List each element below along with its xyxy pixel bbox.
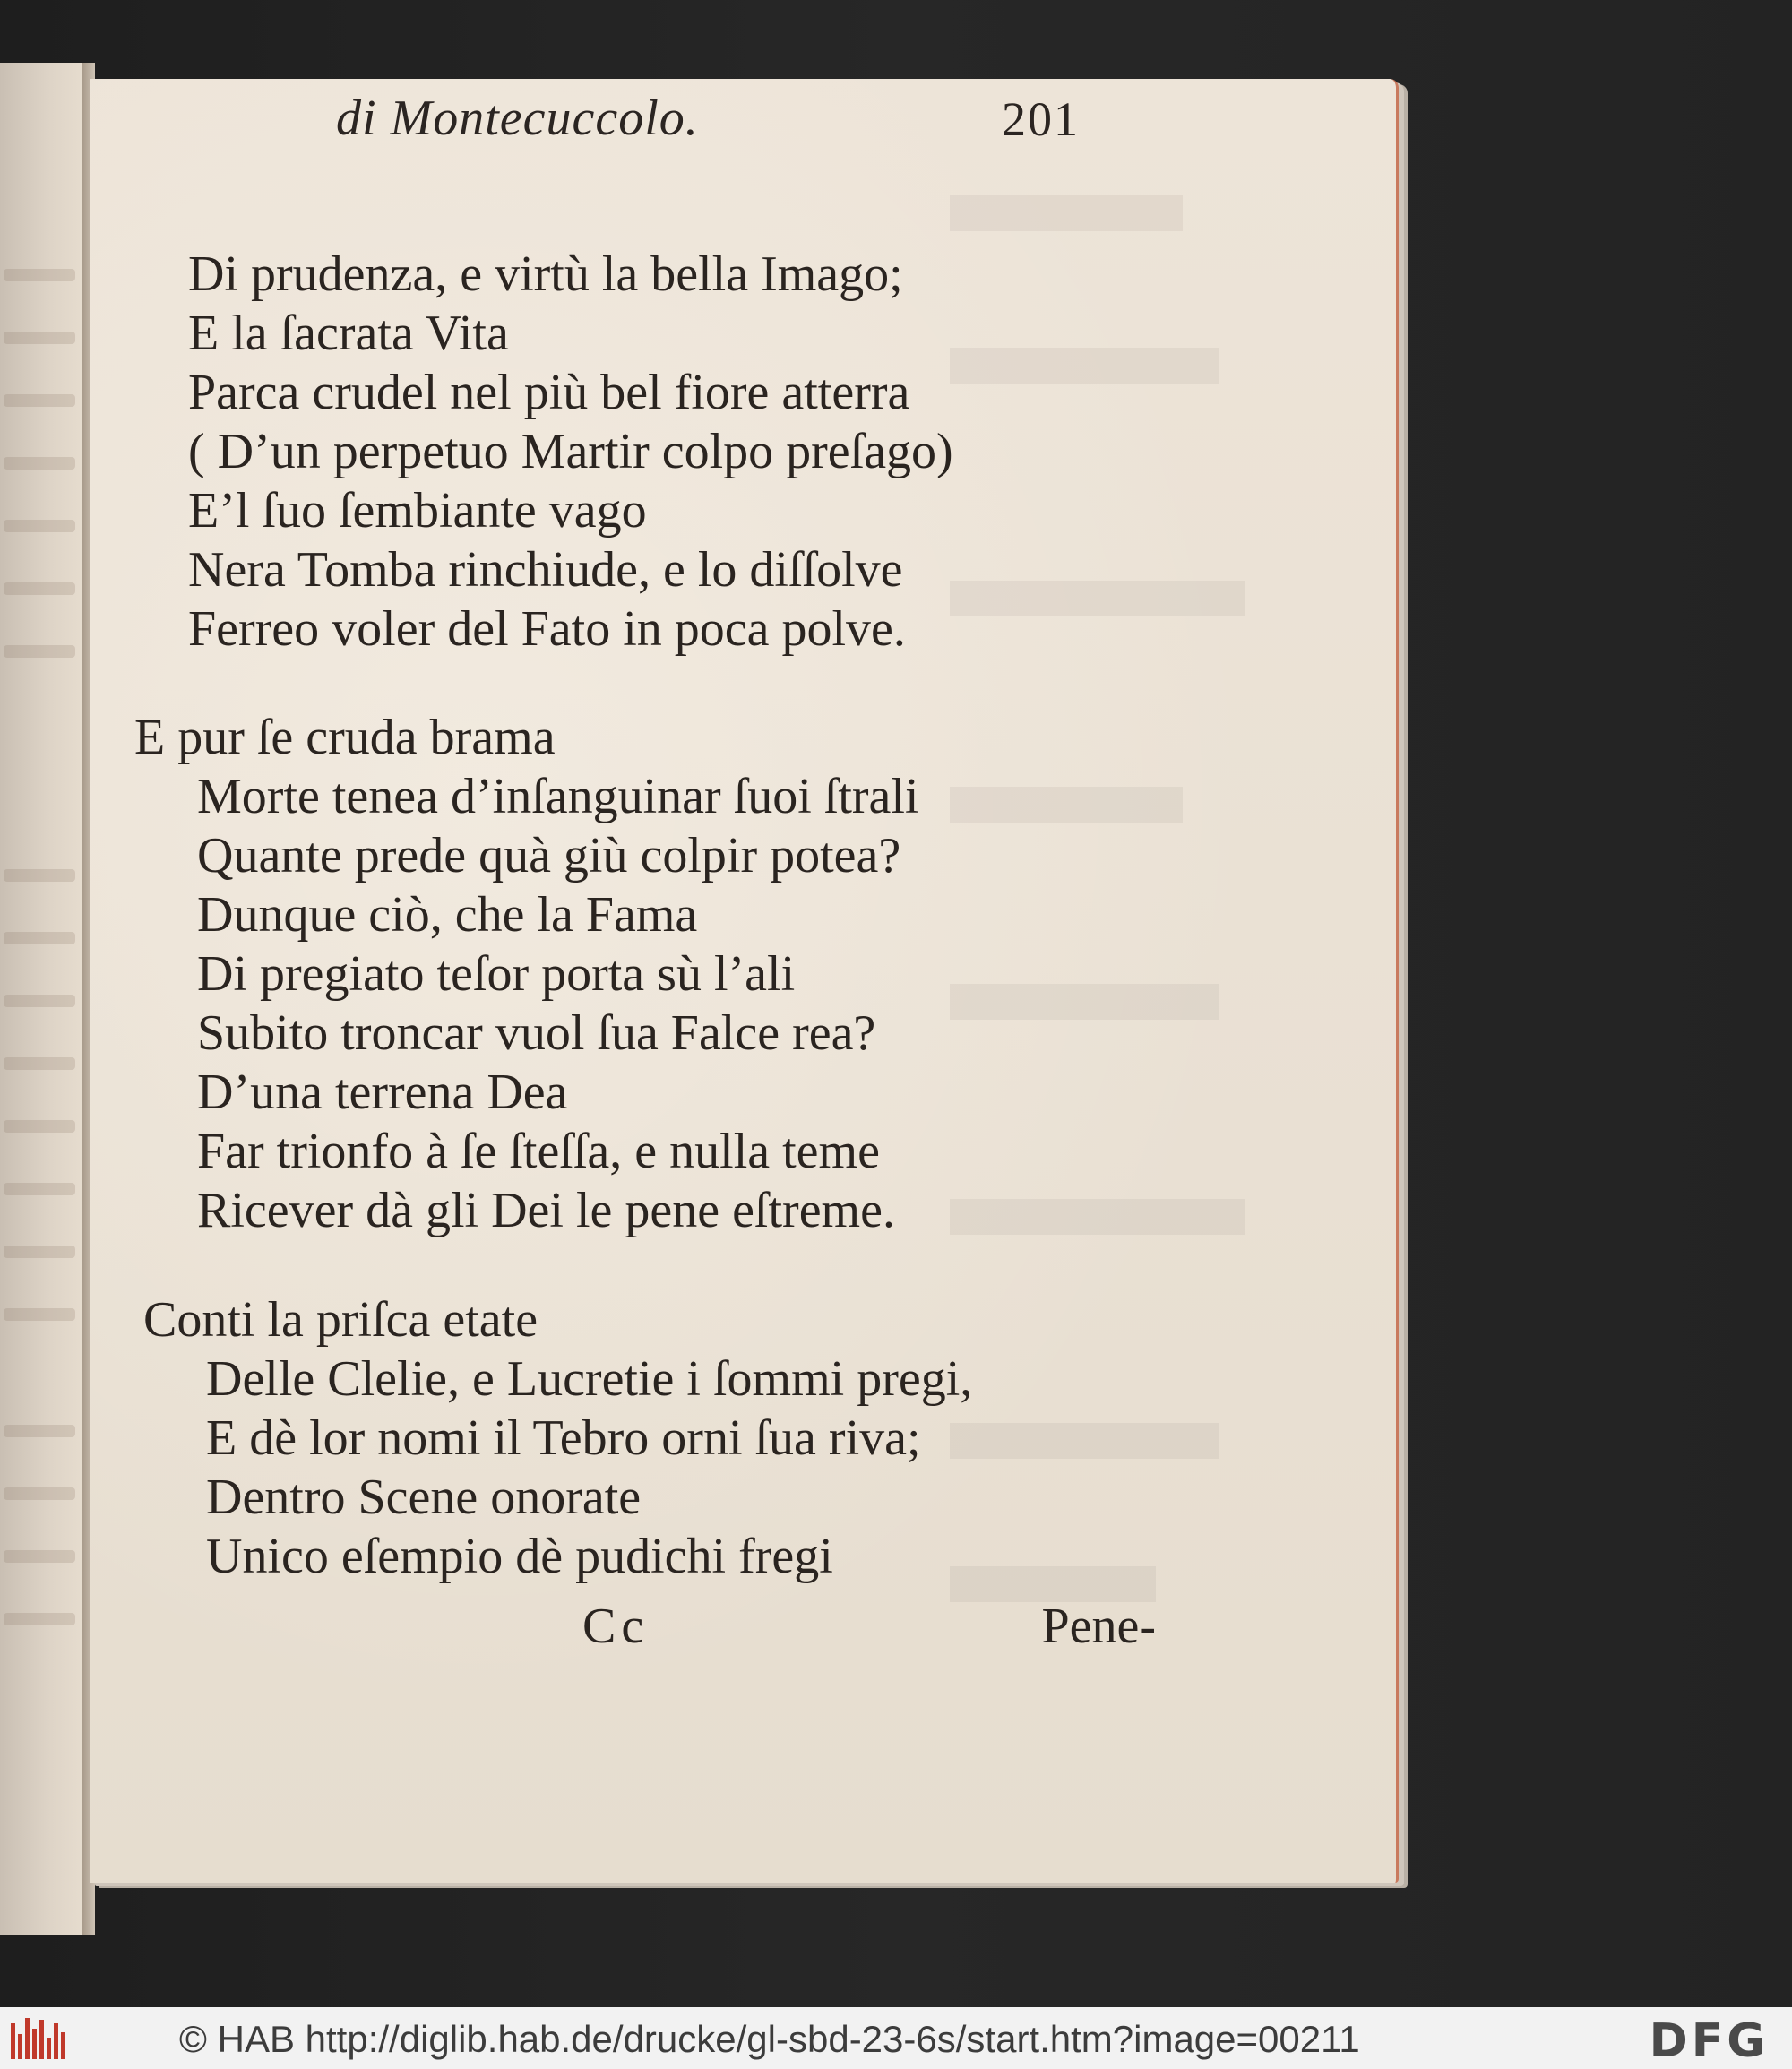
bleed-through	[950, 581, 1245, 616]
ghost-text	[4, 269, 75, 281]
verse-line: Ferreo voler del Fato in poca polve.	[188, 601, 906, 657]
bleed-through	[950, 348, 1219, 384]
ghost-text	[4, 1120, 75, 1133]
ghost-text	[4, 582, 75, 595]
bleed-through	[950, 1423, 1219, 1459]
verse-line: Parca crudel nel più bel fiore atterra	[188, 365, 910, 420]
verse-line: E’l ſuo ſembiante vago	[188, 483, 647, 539]
ghost-text	[4, 1487, 75, 1500]
ghost-text	[4, 869, 75, 882]
page-header	[336, 90, 1107, 161]
verse-line: E la ſacrata Vita	[188, 306, 509, 361]
ghost-text	[4, 1308, 75, 1321]
verse-line: Delle Clelie, e Lucretie i ſommi pregi,	[206, 1351, 973, 1407]
verse-line: E pur ſe cruda brama	[134, 710, 556, 765]
bleed-through	[950, 1199, 1245, 1235]
ghost-text	[4, 332, 75, 344]
verse-line: Far trionfo à ſe ſteſſa, e nulla teme	[197, 1124, 880, 1179]
verse-line: D’una terrena Dea	[197, 1065, 568, 1120]
verse-line: Conti la priſca etate	[143, 1292, 538, 1348]
copyright-bar	[0, 2007, 1792, 2069]
verse-line: E dè lor nomi il Tebro orni ſua riva;	[206, 1410, 921, 1466]
ghost-text	[4, 1425, 75, 1437]
ghost-text	[4, 645, 75, 658]
copyright-link[interactable]: © HAB http://diglib.hab.de/drucke/gl-sbd-23-6s/start.htm?image=00211	[179, 2018, 1360, 2060]
stanza-3	[143, 1290, 972, 1586]
signature-mark: Cc	[582, 1599, 650, 1654]
verse-line: Nera Tomba rinchiude, e lo diſſolve	[188, 542, 903, 598]
ghost-text	[4, 1550, 75, 1563]
bleed-through	[950, 984, 1219, 1020]
stanza-2	[134, 708, 919, 1240]
ghost-text	[4, 394, 75, 407]
dfg-logo: DFG	[1649, 2014, 1769, 2068]
verse-line: Ricever dà gli Dei le pene eſtreme.	[197, 1183, 895, 1238]
ghost-text	[4, 1613, 75, 1625]
ghost-text	[4, 995, 75, 1007]
verse-line: Morte tenea d’inſanguinar ſuoi ſtrali	[197, 769, 919, 824]
running-title: di Montecuccolo.	[336, 91, 699, 146]
page-number: 201	[1002, 92, 1080, 146]
verse-line: Dentro Scene onorate	[206, 1470, 642, 1525]
catchword: Pene-	[1041, 1599, 1156, 1654]
verse-line: Di pregiato teſor porta sù l’ali	[197, 946, 796, 1002]
ghost-text	[4, 1057, 75, 1070]
verse-line: Di prudenza, e virtù la bella Imago;	[188, 246, 903, 302]
ghost-text	[4, 932, 75, 944]
verse-line: Dunque ciò, che la Fama	[197, 887, 698, 943]
library-barcode-icon	[11, 2018, 75, 2059]
bleed-through	[950, 787, 1183, 823]
ghost-text	[4, 1246, 75, 1258]
ghost-text	[4, 457, 75, 470]
bleed-through	[950, 1566, 1156, 1602]
page-footer-catchwords	[582, 1598, 1156, 1660]
stanza-1	[188, 245, 953, 659]
bleed-through	[950, 195, 1183, 231]
verse-line: Unico eſempio dè pudichi fregi	[206, 1529, 833, 1584]
previous-page-edge	[0, 63, 88, 1935]
verse-line: Quante prede quà giù colpir potea?	[197, 828, 901, 884]
verse-line: Subito troncar vuol ſua Falce rea?	[197, 1005, 876, 1061]
verse-line: ( D’un perpetuo Martir colpo preſago)	[188, 424, 953, 479]
ghost-text	[4, 1183, 75, 1195]
ghost-text	[4, 520, 75, 532]
